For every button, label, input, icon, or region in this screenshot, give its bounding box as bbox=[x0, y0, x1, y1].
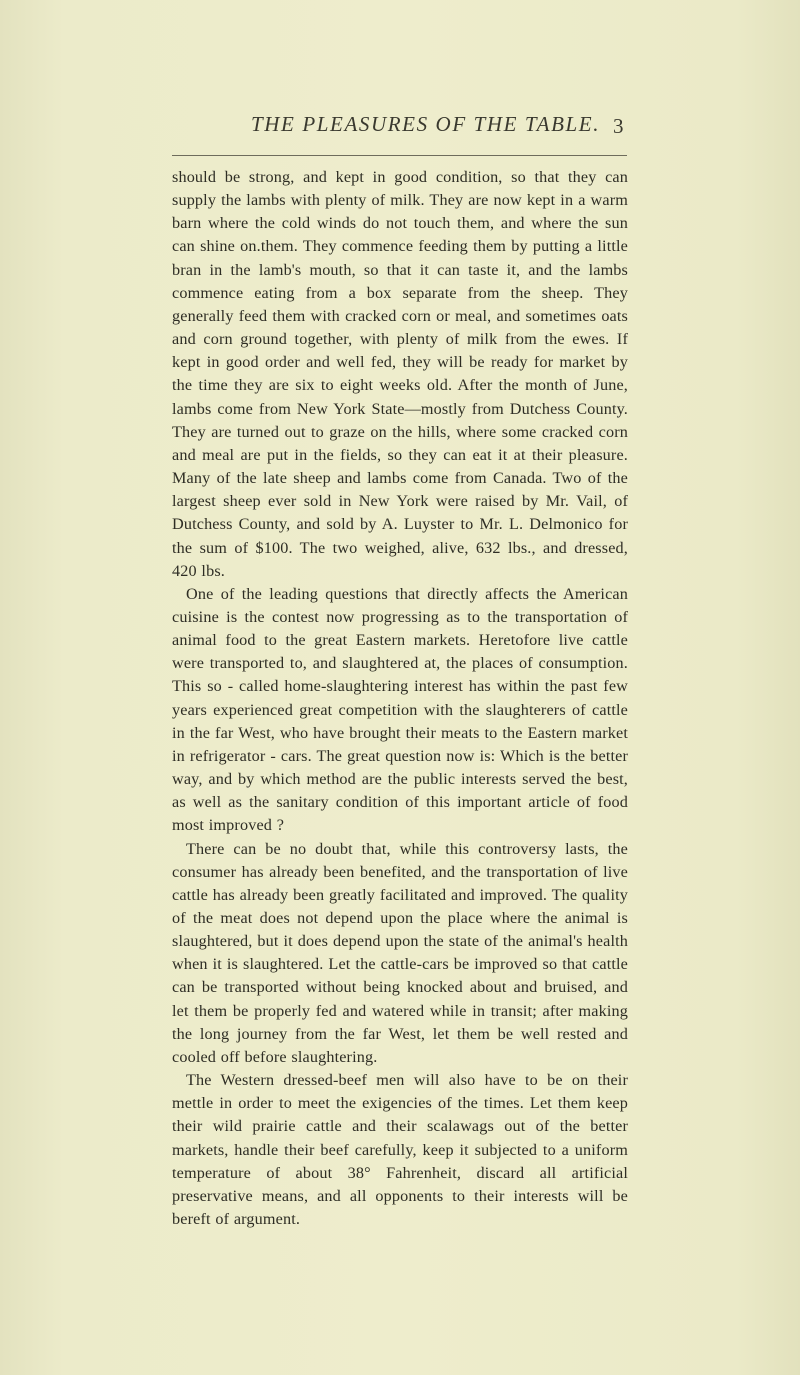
header-rule bbox=[172, 155, 627, 156]
body-text bbox=[172, 166, 628, 1231]
page-number: 3 bbox=[613, 114, 624, 138]
page-title: THE PLEASURES OF THE TABLE. bbox=[251, 112, 601, 136]
paragraph-transportation: One of the leading questions that directly affects the American cuisine is the contest now progressing as to the transportation of animal food to the great Eastern markets. Heretofore live cattle were transported to, and slaughtered at, the places of consumption. This so - called home-slaughtering interest has within the past few years experienced great competition with the slaughterers of cattle in the far West, who have brought their meats to the Eastern market in refrigerator - cars. The great question now is: Which is the better way, and by which method are the public interests served the best, as well as the sanitary condition of this important article of food most improved ? bbox=[172, 584, 628, 835]
running-head bbox=[0, 112, 800, 142]
paragraph-lambs: should be strong, and kept in good condition, so that they can supply the lambs with plenty of milk. They are now kept in a warm barn where the cold winds do not touch them, and where the sun can shine on.them. They commence feeding them by putting a little bran in the lamb's mouth, so that it can taste it, and the lambs commence eating from a box separate from the sheep. They generally feed them with cracked corn or meal, and sometimes oats and corn ground together, with plenty of milk from the ewes. If kept in good order and well fed, they will be ready for market by the time they are six to eight weeks old. After the month of June, lambs come from New York State—mostly from Dutchess County. They are turned out to graze on the hills, where some cracked corn and meal are put in the fields, so they can eat it at their pleasure. Many of the late sheep and lambs come from Canada. Two of the largest sheep ever sold in New York were raised by Mr. Vail, of Dutchess County, and sold by A. Luyster to Mr. L. Delmonico for the sum of $100. The two weighed, alive, 632 lbs., and dressed, 420 lbs. bbox=[172, 168, 628, 580]
paragraph-western-beef: The Western dressed-beef men will also have to be on their mettle in order to meet the exigencies of the times. Let them keep their wild prairie cattle and their scalawags out of the better markets, handle their beef carefully, keep it subjected to a uniform temperature of about 38° Fahrenheit, discard all artificial preservative means, and all opponents to their interests will be bereft of argument. bbox=[172, 1071, 628, 1229]
paragraph-controversy: There can be no doubt that, while this controversy lasts, the consumer has already been benefited, and the transportation of live cattle has already been greatly facilitated and improved. The quality of the meat does not depend upon the place where the animal is slaughtered, but it does depend upon the state of the animal's health when it is slaughtered. Let the cattle-cars be improved so that cattle can be transported without being knocked about and bruised, and let them be properly fed and watered while in transit; after making the long journey from the far West, let them be well rested and cooled off before slaughtering. bbox=[172, 839, 628, 1066]
